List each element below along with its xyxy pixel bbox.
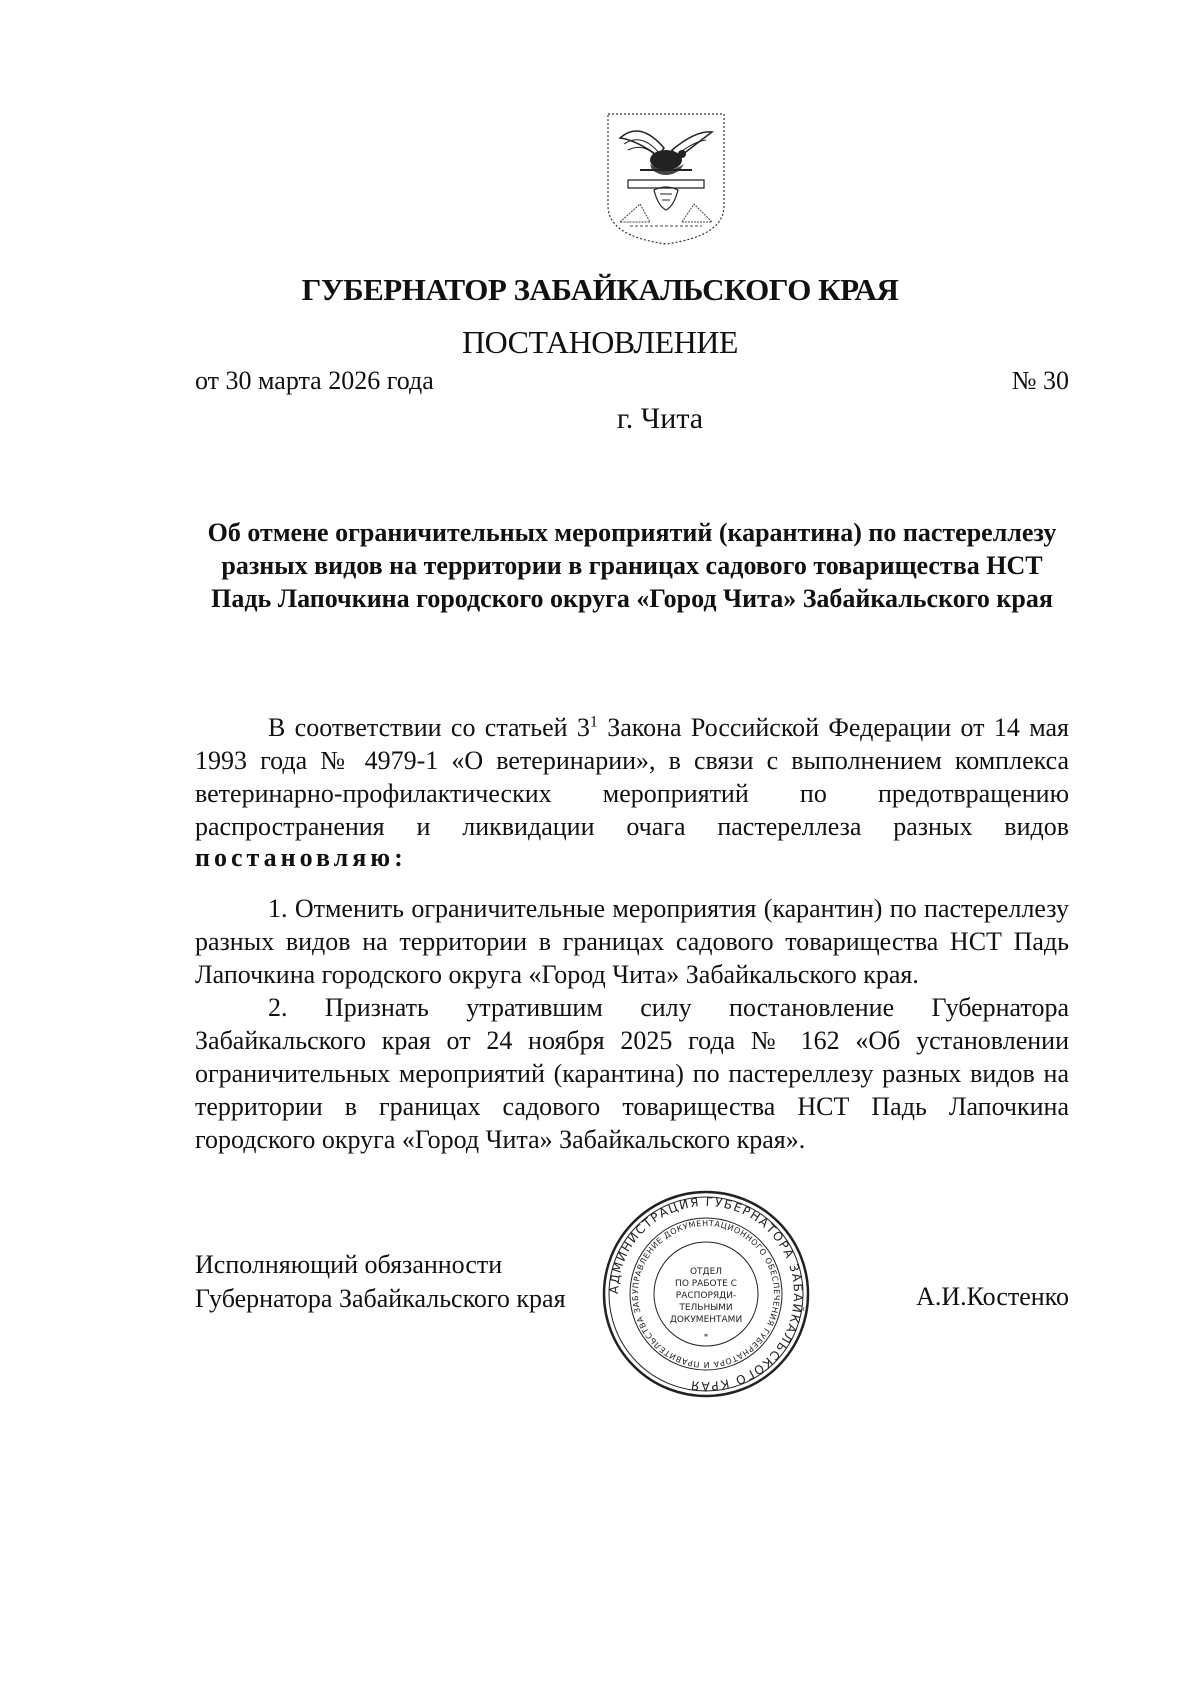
- stamp-center-line: ТЕЛЬНЫМИ: [679, 1303, 733, 1313]
- stamp-star-icon: *: [703, 1332, 709, 1342]
- preamble-paragraph: [195, 711, 1069, 843]
- stamp-inner-ring-text: УПРАВЛЕНИЕ ДОКУМЕНТАЦИОННОГО ОБЕСПЕЧЕНИЯ ГУБЕРНАТОРА И ПРАВИТЕЛЬСТВА ЗАБ: [630, 1218, 782, 1370]
- item-2-paragraph: 2. Признать утратившим силу постановление Губернатора Забайкальского края от 24 ноября 2025 года № 162 «Об установлении ограничительных мероприятий (карантина) по пастереллезу разных видов на территории в границах садового товарищества НСТ Падь Лапочкина городского округа «Город Чита» Забайкальского края».: [195, 993, 1069, 1154]
- stamp-outer-ring-text: АДМИНИСТРАЦИЯ ГУБЕРНАТОРА ЗАБАЙКАЛЬСКОГО КРАЯ: [606, 1194, 806, 1394]
- issuing-authority: ГУБЕРНАТОР ЗАБАЙКАЛЬСКОГО КРАЯ: [301, 272, 899, 307]
- signatory-name: А.И.Костенко: [916, 1282, 1069, 1311]
- signatory-position-line-2: Губернатора Забайкальского края: [195, 1284, 566, 1313]
- stamp-center-line: ПО РАБОТЕ С: [675, 1279, 737, 1289]
- decree-word: постановляю:: [195, 843, 407, 872]
- signatory-position-line-1: Исполняющий обязанности: [195, 1250, 503, 1279]
- stamp-center-line: ОТДЕЛ: [689, 1267, 723, 1277]
- preamble-text-end: Закона Российской Федерации от 14 мая 1993 года № 4979-1 «О ветеринарии», в связи с выполнением комплекса ветеринарно-профилактических мероприятий по предотвращению распространения и ликвидации очага пастереллеза разных видов: [195, 713, 1069, 841]
- official-stamp: [600, 1188, 812, 1400]
- document-date: от 30 марта 2026 года: [195, 366, 434, 395]
- document-title: Об отмене ограничительных мероприятий (карантина) по пастереллезу разных видов на территории в границах садового товарищества НСТ Падь Лапочкина городского округа «Город Чита» Забайкальского края: [207, 518, 1057, 613]
- document-type: ПОСТАНОВЛЕНИЕ: [462, 324, 738, 360]
- preamble-text-start: В соответствии со статьей 3: [268, 713, 590, 742]
- signatory-position: [195, 1248, 566, 1316]
- document-city: г. Чита: [616, 402, 704, 435]
- article-superscript: 1: [589, 713, 598, 731]
- stamp-center-line: ДОКУМЕНТАМИ: [669, 1315, 743, 1325]
- item-1-paragraph: 1. Отменить ограничительные мероприятия (карантин) по пастереллезу разных видов на территории в границах садового товарищества НСТ Падь Лапочкина городского округа «Город Чита» Забайкальского края.: [195, 894, 1069, 989]
- stamp-center-line: РАСПОРЯДИ-: [675, 1291, 737, 1301]
- coat-of-arms-emblem: [600, 110, 732, 248]
- document-number: № 30: [1011, 366, 1069, 395]
